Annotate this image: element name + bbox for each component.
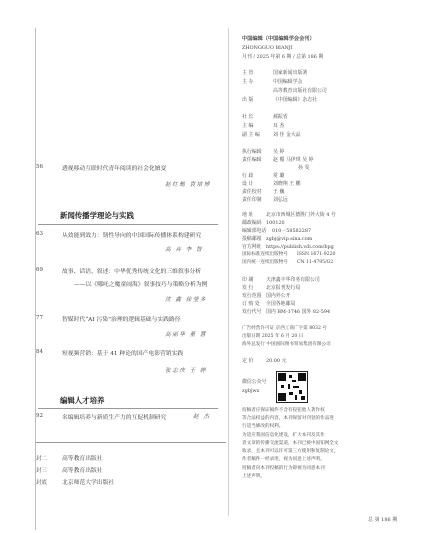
- info-line: 海外总发行 中国国际图书贸易集团有限公司: [242, 342, 331, 347]
- section-divider: [38, 408, 218, 409]
- info-value: 北京市西城区德胜门外大街 4 号: [266, 212, 336, 218]
- info-value: 吴 婷: [273, 149, 285, 155]
- cover-advertiser: 北京师范大学出版社: [62, 480, 115, 486]
- section-heading: 编辑人才培养: [60, 396, 105, 405]
- info-key: 副 主 编: [242, 132, 260, 138]
- info-value: 100120: [266, 220, 285, 226]
- email-link[interactable]: zgbj@vip.sina.com: [266, 236, 313, 242]
- wechat-label: 微信公众号: [242, 379, 267, 385]
- notice-text: 行适当修改的权利。: [242, 424, 284, 429]
- masthead-issue: 月刊 / 2025 年第 6 期 / 总第 186 期: [242, 54, 324, 60]
- info-value: 郝振省: [273, 114, 288, 120]
- info-key: 行 政: [242, 173, 254, 179]
- toc-author: 张志庆 王 婷: [165, 368, 208, 374]
- notice-text: 上述声明。: [242, 474, 265, 479]
- cover-label: 封二: [36, 456, 48, 462]
- info-value: 010－58582287: [272, 228, 312, 234]
- info-key: 国内统一连续出版物号: [242, 260, 288, 265]
- info-value: 刘 佳 金大品: [273, 132, 301, 138]
- toc-article-title[interactable]: 名编辑培养与新质生产力的互促机制研究: [62, 415, 167, 421]
- notice-text: 收录，且本刊可以许可第三方使用和复制论文，: [242, 449, 339, 454]
- info-key: 官方网址: [242, 244, 262, 250]
- section-heading: 新闻传播学理论与实践: [60, 211, 134, 220]
- cover-advertiser: 高等教育出版社: [62, 468, 103, 474]
- info-key: 邮政编码: [242, 220, 262, 226]
- toc-author: 赵红勤 袁培博: [165, 182, 211, 188]
- info-key: 执行编辑: [242, 149, 262, 155]
- info-key: 编辑部电话: [242, 228, 267, 234]
- cover-label: 封三: [36, 468, 48, 474]
- toc-page-number: 56: [36, 164, 43, 170]
- info-key: 社 长: [242, 114, 254, 120]
- info-value: 赵 楣 马伊琪 吴 婷: [273, 157, 314, 163]
- toc-page-number: 77: [36, 315, 43, 321]
- toc-author: 沈 鑫 徐莹多: [165, 297, 208, 303]
- info-value: 国家新闻出版署: [273, 70, 308, 76]
- section-divider: [38, 224, 218, 225]
- page-footer: 总 第 186 期: [368, 517, 398, 523]
- toc-article-title[interactable]: 短视频营销：基于 41 种论的国产电影营销实践: [62, 351, 184, 357]
- column-divider: [228, 28, 229, 516]
- info-value: ISSN 1671-9220: [297, 252, 336, 257]
- info-key: 国际标准连续出版物号: [242, 252, 288, 257]
- info-key: 责任印制: [242, 197, 262, 203]
- info-value: 刘弘远: [273, 197, 288, 203]
- notice-text: 作者稿件一经录用，视为同意上述声明。: [242, 457, 325, 462]
- notice-text: 为适应我国信息化建设，扩大本刊及其作: [242, 433, 325, 438]
- info-line: 出版日期 2025 年 6 月 20 日: [242, 334, 304, 339]
- toc-author: 高丽华 董 慧: [165, 332, 208, 338]
- info-key: 责任校对: [242, 189, 262, 195]
- toc-author: 赵 杰: [193, 414, 211, 420]
- masthead-title: 中国编辑（中国编辑学会会刊）: [242, 36, 315, 42]
- info-value: 孙 雯: [298, 165, 310, 171]
- info-value: 中国编辑学会: [273, 79, 303, 85]
- info-key: 发行代号: [242, 309, 262, 315]
- info-key: 设 计: [242, 181, 254, 187]
- notice-text: 等合法权益的内容，本刊保留对刊登的作品进: [242, 416, 334, 421]
- info-key: 地 址: [242, 212, 254, 218]
- info-key: 主 管: [242, 70, 254, 76]
- info-value: 北京报刊发行局: [266, 285, 301, 291]
- toc-author: 高 卉 李 智: [165, 247, 204, 253]
- info-value: 刘晓翔 王 鹏: [273, 181, 301, 187]
- info-key: 订 购 处: [242, 301, 260, 307]
- info-key: 责任编辑: [242, 157, 262, 163]
- toc-article-title[interactable]: 从效能到效力：韧性导向的中国国际传播体系构建研究: [62, 233, 202, 239]
- info-value: 国内 BM-1746 国外 82-594: [266, 309, 331, 315]
- notice-text: 投稿者向本刊投稿的行为即视为同意本刊: [242, 466, 325, 471]
- info-value: 《中国编辑》杂志社: [273, 97, 318, 103]
- cover-label: 封底: [36, 480, 48, 486]
- toc-article-title[interactable]: 透视移动互联时代青年阅读的社会化嬗变: [62, 166, 167, 172]
- toc-page-number: 84: [36, 349, 43, 355]
- info-key: 出 版: [242, 97, 254, 103]
- covers-divider: [36, 442, 226, 443]
- toc-article-subtitle[interactable]: ——以《哪吒之魔童闹海》叙事技巧与策略分析为例: [74, 282, 208, 288]
- info-key: 发行范围: [242, 293, 262, 299]
- info-value: 耳 杰: [273, 123, 285, 129]
- price-label: 定 价: [242, 358, 254, 364]
- notice-text: 投稿者应保证稿件不含有侵犯他人著作权: [242, 408, 325, 413]
- info-key: 投稿邮箱: [242, 236, 262, 242]
- toc-page-number: 63: [36, 231, 43, 237]
- info-key: 印 刷: [242, 277, 254, 283]
- notice-text: 者文章的传播交流渠道，本刊已被中国知网全文: [242, 441, 339, 446]
- info-line: 广告经营许可证 京西工商广字第 8032 号: [242, 326, 327, 331]
- info-value: 全国各地邮局: [266, 301, 296, 307]
- info-value: CN 11-4795/G2: [297, 260, 334, 265]
- info-key: 发 行: [242, 285, 254, 291]
- wechat-id: zgbjwx: [242, 388, 260, 394]
- cover-advertiser: 高等教育出版社: [62, 456, 103, 462]
- wechat-qr-code[interactable]: [276, 371, 308, 403]
- info-value: 国内外公开: [266, 293, 291, 299]
- info-value: 高等教育出版社有限公司: [273, 88, 327, 94]
- toc-article-title[interactable]: 智媒时代“AI 污染”治理的逻辑基础与实践路径: [62, 317, 181, 323]
- toc-article-title[interactable]: 故事、话语、叙述：中华优秀传统文化的三维叙事分析: [62, 269, 202, 275]
- info-key: 主 办: [242, 79, 254, 85]
- price-value: 20.00 元: [266, 358, 287, 364]
- info-value: 天津鑫丰华印务有限公司: [266, 277, 320, 283]
- masthead-title-pinyin: ZHONGGUO BIANJI: [242, 45, 293, 51]
- toc-page-number: 92: [36, 413, 43, 419]
- info-value: 王 巍: [273, 189, 285, 195]
- website-link[interactable]: https://publish.vdi.com/bpg: [266, 244, 334, 250]
- toc-page-number: 69: [36, 267, 43, 273]
- info-key: 主 编: [242, 123, 254, 129]
- info-value: 常 璐: [273, 173, 285, 179]
